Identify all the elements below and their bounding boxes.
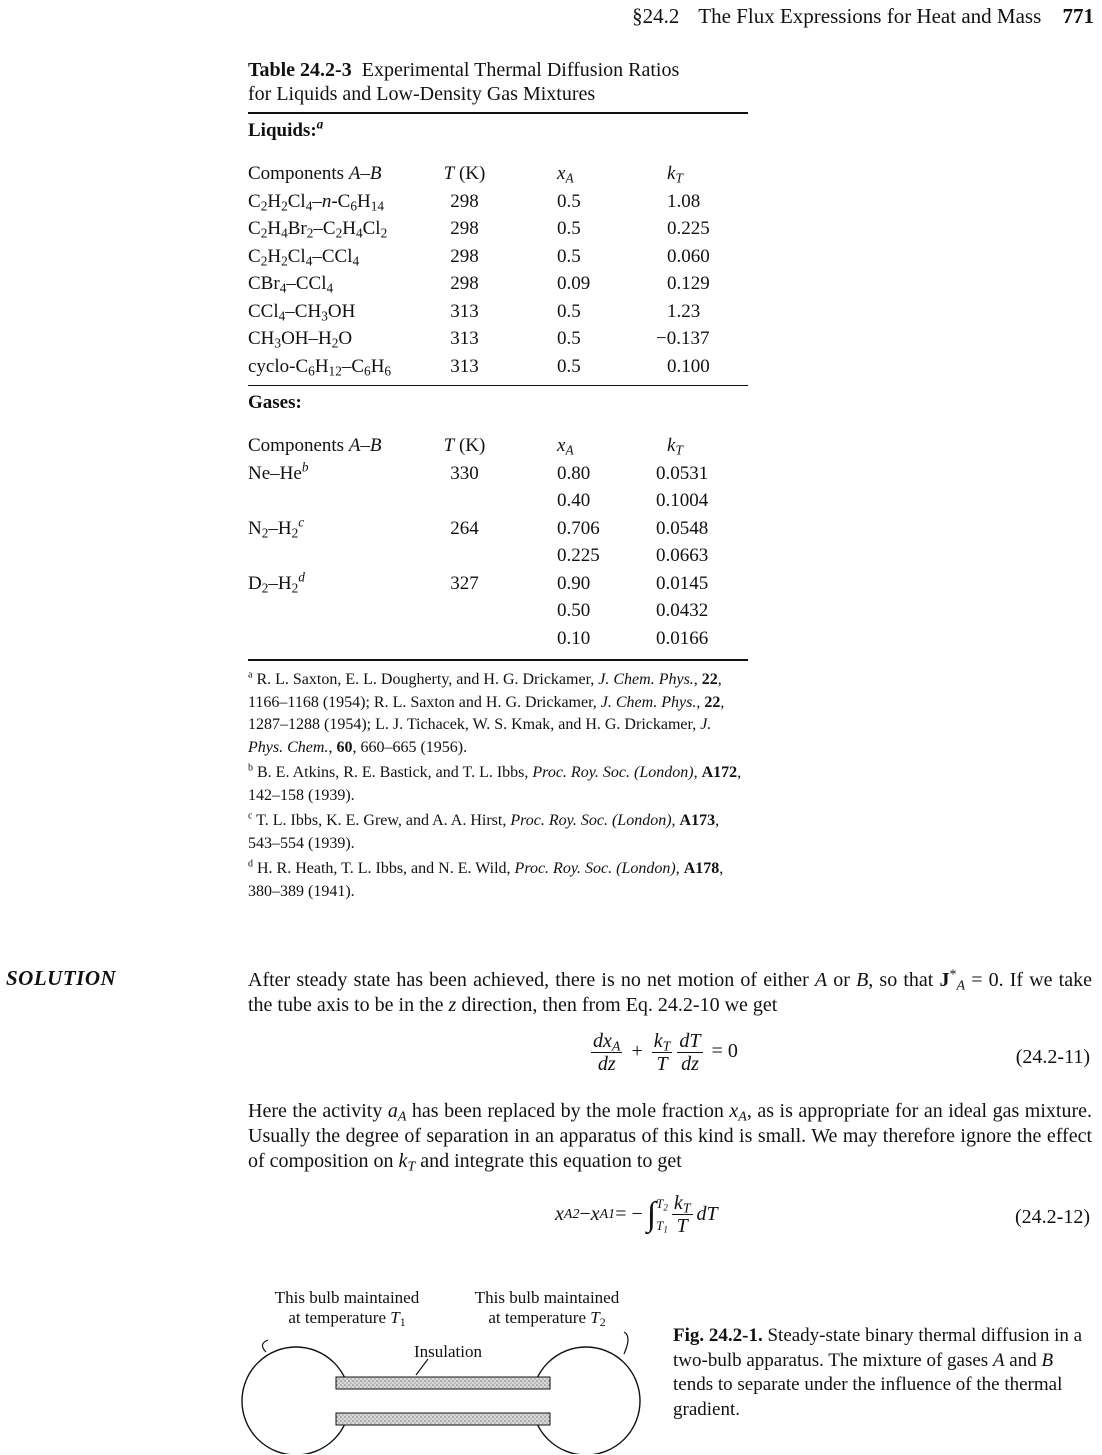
gas-temp	[428, 625, 501, 653]
liquid-xa: 0.5	[557, 328, 581, 349]
col-xa-header: $x_A$	[557, 435, 574, 458]
equation-24-2-12: x A2 − x A1 = − ∫ $T_2$ $T_1$ $\frac{k_T}{T}$ dT	[555, 1192, 718, 1237]
liquid-temp: 313	[450, 328, 479, 349]
liquid-kt: 0.129	[667, 273, 710, 294]
page-number: 771	[1062, 4, 1094, 28]
gas-kt: 0.0166	[656, 627, 709, 649]
liquid-components: cyclo-$C_6H_{12}-C_6H_6$	[248, 355, 392, 378]
liquid-row	[248, 353, 748, 381]
gas-temp: 327	[450, 572, 479, 594]
solution-label: SOLUTION	[6, 966, 117, 990]
gas-temp: 330	[450, 462, 479, 484]
gas-components	[248, 542, 428, 570]
liquid-kt: 1.08	[667, 190, 701, 212]
gas-xa: 0.90	[557, 572, 591, 594]
gas-temp: 264	[450, 517, 479, 539]
table-caption-line2: for Liquids and Low-Density Gas Mixtures	[248, 83, 596, 105]
liquid-kt: 1.23	[667, 300, 701, 322]
liquid-xa: 0.5	[557, 355, 581, 377]
gas-kt: 0.0663	[656, 545, 709, 566]
liquid-components: $C_2H_2Cl_4-CCl_4$	[248, 245, 360, 268]
col-kt-header: $k_T$	[667, 435, 683, 458]
liquid-temp: 298	[450, 245, 479, 267]
gas-row	[248, 515, 748, 543]
liquid-components: $C_2H_4Br_2-C_2H_4Cl_2$	[248, 218, 388, 241]
liquid-xa: 0.09	[557, 273, 591, 294]
gas-kt: 0.1004	[656, 490, 709, 511]
liquids-heading: Liquids:$^a$	[248, 116, 324, 141]
gas-xa: 0.225	[557, 545, 600, 566]
equation-number-11: (24.2-11)	[1015, 1046, 1090, 1068]
gas-components: Ne–He$^b$	[248, 459, 309, 484]
liquid-kt: 0.225	[667, 218, 710, 239]
solution-paragraph-2: Here the activity $a_A$ has been replaced by the mole fraction $x_A$, as is appropriate for an ideal gas mixture. Usually the degree of separation in an apparatus of this kind is small. We may therefore ignore the effect of composition on $k_T$ and integrate this equation to get	[248, 1100, 1092, 1175]
col-temp-header: T (K)	[443, 435, 486, 456]
section-number: §24.2	[632, 4, 680, 28]
col-xa-header: $x_A$	[557, 163, 574, 186]
gases-body	[248, 460, 748, 653]
insulation-bottom	[336, 1413, 550, 1425]
gases-heading: Gases:	[248, 392, 302, 413]
right-bulb-label: This bulb maintained at temperature $T_2$	[474, 1288, 620, 1329]
gas-xa: 0.706	[557, 517, 600, 539]
gas-components	[248, 625, 428, 653]
right-leader-line	[624, 1332, 628, 1354]
right-bulb	[532, 1347, 640, 1454]
table-bottom-rule	[248, 659, 748, 661]
gas-row	[248, 487, 748, 515]
col-temp-header: T (K)	[443, 163, 486, 184]
footnote-a: $^a$ R. L. Saxton, E. L. Dougherty, and H. G. Drickamer, J. Chem. Phys., 22, 1166–1168 (1954); R. L. Saxton and H. G. Drickamer, J. Chem. Phys., 22, 1287–1288 (1954); L. J. Tichacek, W. S. Kmak, and H. G. Drickamer, J. Phys. Chem., 60, 660–665 (1956).	[248, 669, 725, 756]
section-title: The Flux Expressions for Heat and Mass	[698, 4, 1042, 28]
table-caption	[248, 58, 748, 106]
gas-temp	[428, 597, 501, 625]
gas-kt: 0.0531	[656, 462, 709, 484]
gas-xa: 0.10	[557, 627, 591, 649]
liquid-xa: 0.5	[557, 190, 581, 212]
gas-xa: 0.50	[557, 600, 591, 621]
solution-paragraph-1: After steady state has been achieved, there is no net motion of either A or B, so that $J^*_A = 0$. If we take the tube axis to be in the z direction, then from Eq. 24.2-10 we get	[248, 967, 1092, 1016]
liquid-kt: −0.137	[656, 328, 710, 349]
table-footnotes	[248, 669, 748, 903]
liquid-row	[248, 188, 748, 216]
liquid-temp: 298	[450, 273, 479, 294]
gases-header-row	[248, 432, 748, 460]
liquid-kt: 0.060	[667, 245, 710, 267]
liquid-components: $C_2H_2Cl_4-n-C_6H_{14}$	[248, 190, 385, 213]
col-components-header: Components A–B	[248, 163, 382, 184]
liquid-row	[248, 243, 748, 271]
col-kt-header: $k_T$	[667, 163, 683, 186]
liquid-components: $CH_3OH-H_2O$	[248, 328, 353, 351]
gas-kt: 0.0145	[656, 572, 709, 594]
gas-row	[248, 625, 748, 653]
liquid-temp: 313	[450, 300, 479, 322]
liquid-xa: 0.5	[557, 218, 581, 239]
liquids-header-row	[248, 160, 748, 188]
left-leader-line	[262, 1340, 268, 1352]
running-head	[632, 4, 1094, 29]
liquid-row	[248, 298, 748, 326]
left-bulb	[242, 1347, 350, 1454]
gas-temp	[428, 487, 501, 515]
two-bulb-apparatus-diagram	[240, 1284, 660, 1454]
gas-row	[248, 597, 748, 625]
gas-kt: 0.0432	[656, 600, 709, 621]
liquid-row	[248, 325, 748, 353]
table-label: Table 24.2-3	[248, 59, 352, 81]
liquid-row	[248, 270, 748, 298]
gas-components: $N_2-H_2^c$	[248, 514, 305, 540]
liquid-xa: 0.5	[557, 300, 581, 322]
figure-caption: Fig. 24.2-1. Steady-state binary thermal diffusion in a two-bulb apparatus. The mixture of gases A and B tends to separate under the influence of the thermal gradient.	[673, 1325, 1083, 1420]
gas-components: $D_2-H_2^d$	[248, 569, 305, 595]
left-bulb-label: This bulb maintained at temperature $T_1$	[274, 1288, 420, 1329]
liquid-temp: 298	[450, 190, 479, 212]
table-caption-line1: Experimental Thermal Diffusion Ratios	[361, 59, 680, 81]
gas-row	[248, 542, 748, 570]
footnote-c: $^c$ T. L. Ibbs, K. E. Grew, and A. A. Hirst, Proc. Roy. Soc. (London), A173, 543–554 (1939).	[248, 810, 720, 852]
gas-components	[248, 487, 428, 515]
insulation-leader-line	[416, 1359, 428, 1375]
col-components-header: Components A–B	[248, 435, 382, 456]
liquid-temp: 298	[450, 218, 479, 239]
insulation-label: Insulation	[414, 1342, 482, 1361]
footnote-b: $^b$ B. E. Atkins, R. E. Bastick, and T. L. Ibbs, Proc. Roy. Soc. (London), A172, 142–158 (1939).	[248, 762, 742, 804]
liquid-row	[248, 215, 748, 243]
connecting-tube	[340, 1389, 546, 1413]
liquid-kt: 0.100	[667, 355, 710, 377]
gas-temp	[428, 542, 501, 570]
footnote-d: $^d$ H. R. Heath, T. L. Ibbs, and N. E. Wild, Proc. Roy. Soc. (London), A178, 380–389 (1941).	[248, 858, 724, 900]
liquids-body	[248, 188, 748, 381]
insulation-top	[336, 1377, 550, 1389]
gas-row	[248, 460, 748, 488]
equation-number-12: (24.2-12)	[1015, 1206, 1090, 1228]
liquid-components: CBr$_4$–CCl$_4$	[248, 273, 334, 296]
gas-kt: 0.0548	[656, 517, 709, 539]
liquid-components: $CCl_4-CH_3OH$	[248, 300, 356, 323]
gas-xa: 0.80	[557, 462, 591, 484]
gas-row	[248, 570, 748, 598]
liquid-xa: 0.5	[557, 245, 581, 267]
equation-24-2-11: $\frac{dx_A}{dz}$ + $\frac{k_T}{T}$ $\frac{dT}{dz}$ = 0	[593, 1030, 738, 1075]
gas-xa: 0.40	[557, 490, 591, 511]
table-24-2-3	[248, 58, 748, 906]
gas-components	[248, 597, 428, 625]
liquid-temp: 313	[450, 355, 479, 377]
